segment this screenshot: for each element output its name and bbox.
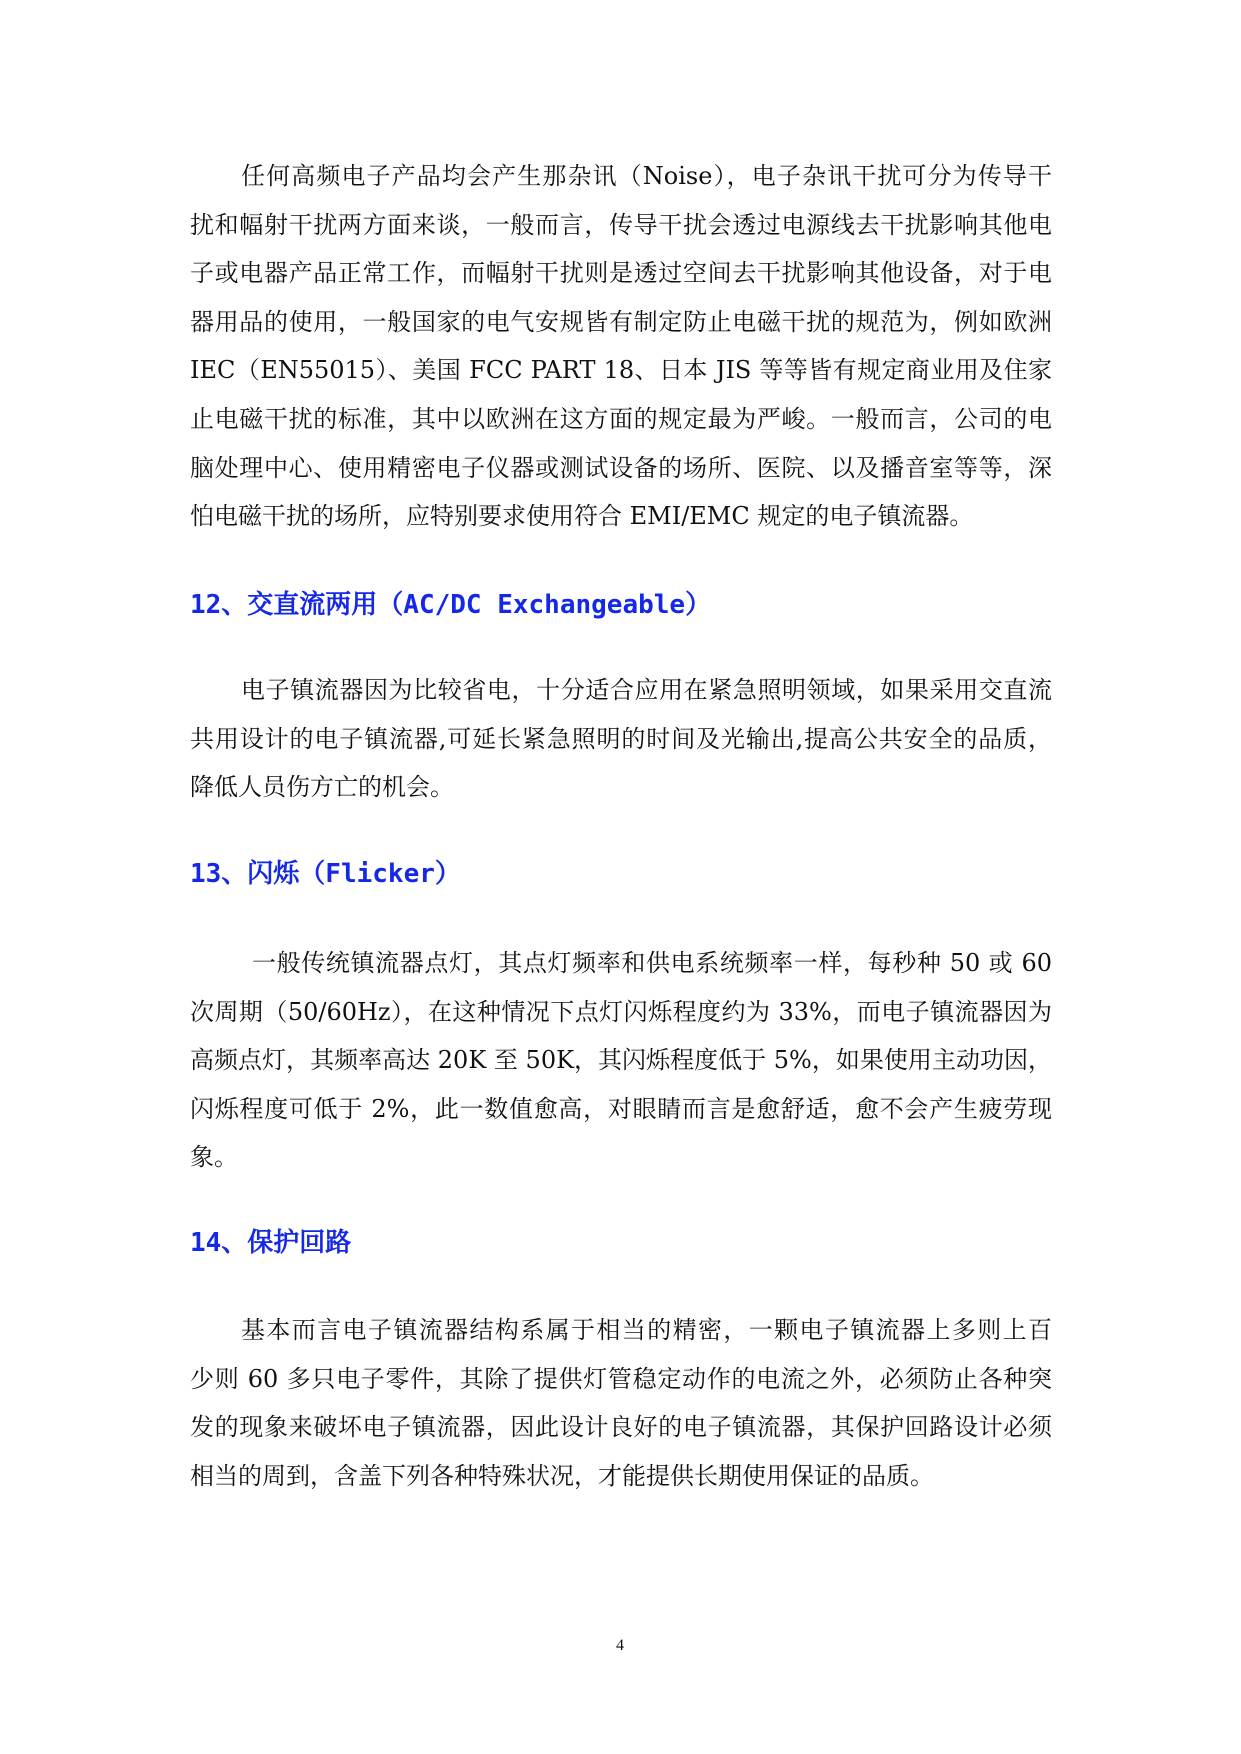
paragraph-line: IEC（EN55015）、美国 FCC PART 18、日本 JIS 等等皆有规定商业用及住家 (190, 356, 1052, 385)
section-heading-12: 12、交直流两用（AC/DC Exchangeable） (190, 590, 712, 620)
paragraph-line: 子或电器产品正常工作，而幅射干扰则是透过空间去干扰影响其他设备，对于电 (190, 259, 1052, 288)
paragraph-line: 闪烁程度可低于 2%，此一数值愈高，对眼睛而言是愈舒适，愈不会产生疲劳现 (190, 1094, 1052, 1123)
paragraph-ac-dc (190, 666, 1052, 812)
section-heading-13: 13、闪烁（Flicker） (190, 859, 461, 889)
paragraph-line: 任何高频电子产品均会产生那杂讯（Noise），电子杂讯干扰可分为传导干 (241, 162, 1052, 190)
paragraph-line: 发的现象来破坏电子镇流器，因此设计良好的电子镇流器，其保护回路设计必须 (190, 1413, 1052, 1442)
paragraph-line: 共用设计的电子镇流器,可延长紧急照明的时间及光输出,提高公共安全的品质， (190, 724, 1052, 753)
paragraph-flicker (190, 939, 1052, 1182)
section-heading-14: 14、保护回路 (190, 1228, 352, 1258)
paragraph-protection (190, 1306, 1052, 1500)
paragraph-line: 次周期（50/60Hz），在这种情况下点灯闪烁程度约为 33%，而电子镇流器因为 (190, 997, 1052, 1026)
paragraph-line: 象。 (190, 1143, 238, 1172)
paragraph-line: 降低人员伤方亡的机会。 (190, 773, 454, 802)
paragraph-line: 脑处理中心、使用精密电子仪器或测试设备的场所、医院、以及播音室等等，深 (190, 453, 1052, 482)
paragraph-line: 基本而言电子镇流器结构系属于相当的精密，一颗电子镇流器上多则上百 (241, 1316, 1052, 1344)
paragraph-line: 器用品的使用，一般国家的电气安规皆有制定防止电磁干扰的规范为，例如欧洲 (190, 307, 1052, 336)
page-number: 4 (616, 1637, 624, 1654)
paragraph-line: 少则 60 多只电子零件，其除了提供灯管稳定动作的电流之外，必须防止各种突 (190, 1364, 1052, 1393)
paragraph-line: 电子镇流器因为比较省电，十分适合应用在紧急照明领域，如果采用交直流 (241, 676, 1052, 704)
paragraph-line: 高频点灯，其频率高达 20K 至 50K，其闪烁程度低于 5%，如果使用主动功因， (190, 1046, 1052, 1075)
paragraph-line: 相当的周到，含盖下列各种特殊状况，才能提供长期使用保证的品质。 (190, 1461, 934, 1490)
paragraph-line: 止电磁干扰的标准，其中以欧洲在这方面的规定最为严峻。一般而言，公司的电 (190, 404, 1052, 433)
paragraph-emi (190, 152, 1052, 541)
paragraph-line: 一般传统镇流器点灯，其点灯频率和供电系统频率一样，每秒种 50 或 60 (252, 949, 1052, 977)
paragraph-line: 怕电磁干扰的场所，应特别要求使用符合 EMI/EMC 规定的电子镇流器。 (190, 502, 974, 531)
paragraph-line: 扰和幅射干扰两方面来谈，一般而言，传导干扰会透过电源线去干扰影响其他电 (190, 210, 1052, 239)
